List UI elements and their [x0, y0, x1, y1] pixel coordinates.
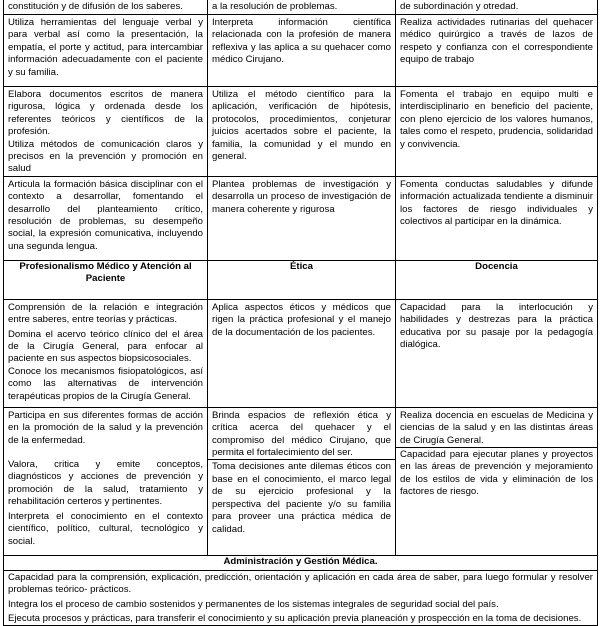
table-cell: [4, 407, 208, 555]
table-row: [4, 407, 598, 555]
admin-cell: [4, 570, 598, 626]
cell-paragraph: de subordinación y otredad.: [400, 1, 519, 12]
cell-paragraph: Capacidad para la interlocución y habilidades y destrezas para la práctica educativa por su pasaje por la pedagogía dialógica.: [400, 301, 593, 351]
header-profesionalismo: Profesionalismo Médico y Atención al Paciente: [4, 260, 208, 299]
cell-paragraph: Elabora documentos escritos de manera rigurosa, lógica y ordenada desde los referentes teóricos y científicos de la profesión.: [8, 89, 203, 138]
table-cell: [208, 407, 396, 555]
cell-paragraph: Participa en sus diferentes formas de acción en la promoción de la salud y la prevención de la enfermedad.: [8, 409, 203, 446]
cell-paragraph: Comprensión de la relación e integración entre saberes, entre teorías y prácticas.: [8, 301, 203, 326]
table-cell: [4, 0, 208, 15]
cell-paragraph: Toma decisiones ante dilemas éticos con base en el conocimiento, el marco legal de su ejercicio profesional y la perspectiva del paciente y/o su familia para proveer una práctica médica de calidad.: [212, 461, 391, 535]
table-cell: [4, 15, 208, 87]
cell-paragraph: Conoce los mecanismos fisiopatológicos, así como las alternativas de intervención terapéuticas propios de la Cirugía General.: [8, 365, 203, 402]
cell-paragraph: Interpreta información científica relacionada con la profesión de manera reflexiva y las aplica a su quehacer como médico Cirujano.: [212, 17, 391, 66]
cell-paragraph: Fomenta conductas saludables y difunde información actualizada tendiente a disminuir los factores de riesgo individuales y colectivos al participar en la dinámica.: [400, 178, 593, 228]
table-cell: [208, 299, 396, 407]
table-row: [4, 299, 598, 407]
cell-paragraph: Realiza docencia en escuelas de Medicina y ciencias de la salud y en las distintas áreas de Cirugía General.: [400, 409, 593, 446]
cell-paragraph: Aplica aspectos éticos y médicos que rigen la práctica profesional y el manejo de la documentación de los pacientes.: [212, 301, 391, 338]
table-row: [4, 176, 598, 260]
cell-paragraph: Valora, critica y emite conceptos, diagnósticos y acciones de prevención y promoción de la salud, tratamiento y rehabilitación certeros y pertinentes.: [8, 459, 203, 508]
cell-paragraph: Articula la formación básica disciplinar con el contexto a desarrollar, fomentando el desarrollo del planteamiento crítico, resolución de problemas, su desempeño social, la expresión comunicativa, incluyendo una segunda lengua.: [8, 178, 203, 252]
admin-item: Capacidad para la comprensión, explicación, predicción, orientación y aplicación en cada área de saber, para luego formular y resolver problemas teórico- prácticos.: [8, 571, 593, 596]
cell-paragraph: Brinda espacios de reflexión ética y crítica acerca del quehacer y el compromiso del médico Cirujano, que permita el fortalecimiento del ser.: [212, 409, 391, 459]
admin-content-row: [4, 570, 598, 626]
cell-paragraph: Domina el acervo teórico clínico del el área de la Cirugía General, para enfocar al paciente en sus aspectos biopsicosociales.: [8, 328, 203, 365]
admin-title: Administración y Gestión Médica.: [4, 555, 598, 570]
cell-paragraph: Utiliza herramientas del lenguaje verbal y para verbal así como la presentación, la empatía, el porte y actitud, para intercambiar información adecuadamente con el paciente y su familia.: [8, 17, 203, 78]
section-header-row: [4, 260, 598, 299]
table-cell: [396, 176, 598, 260]
competencies-table: [3, 0, 598, 626]
table-cell: [396, 15, 598, 87]
table-cell: [396, 407, 598, 555]
cell-paragraph: Realiza actividades rutinarias del quehacer médico quirúrgico a través de lazos de respeto y confianza con el correspondiente equipo de trabajo: [400, 17, 593, 66]
table-cell: [4, 176, 208, 260]
cell-paragraph: Plantea problemas de investigación y desarrolla un proceso de investigación de manera coherente y rigurosa: [212, 178, 391, 215]
cell-paragraph: Utiliza el método científico para la aplicación, verificación de hipótesis, protocolos, procedimientos, conjeturar juicios acertados sobre el paciente, la familia, la comunidad y el mundo en general.: [212, 89, 391, 163]
cell-paragraph: Utiliza métodos de comunicación claros y precisos en la prevención y promoción en salud: [8, 138, 203, 175]
table-cell: [208, 15, 396, 87]
cell-paragraph: constitución y de difusión de los saberes.: [8, 1, 183, 12]
cell-paragraph: a la resolución de problemas.: [212, 1, 338, 12]
table-cell: [396, 87, 598, 177]
table-cell: [4, 299, 208, 407]
table-cell: [208, 176, 396, 260]
table-row: [4, 15, 598, 87]
cell-paragraph: Interpreta el conocimiento en el contexto científico, político, cultural, tecnológico y social.: [8, 510, 203, 547]
table-cell: [396, 0, 598, 15]
cell-paragraph: Capacidad para ejecutar planes y proyectos en las áreas de prevención y mejoramiento de los estilos de vida y eliminación de los factores de riesgo.: [400, 449, 593, 498]
table-cell: [208, 0, 396, 15]
header-etica: Ética: [208, 260, 396, 299]
table-row: [4, 0, 598, 15]
table-cell: [4, 87, 208, 177]
cell-paragraph: Fomenta el trabajo en equipo multi e interdisciplinario en beneficio del paciente, con pleno ejercicio de los valores humanos, tales como el respeto, prudencia, solidaridad y convivencia.: [400, 89, 593, 150]
admin-item: Ejecuta procesos y prácticas, para transferir el conocimiento y su aplicación previa planeación y prospección en la toma de decisiones.: [8, 613, 582, 625]
table-cell: [396, 299, 598, 407]
table-row: [4, 87, 598, 177]
admin-header-row: [4, 555, 598, 570]
header-docencia: Docencia: [396, 260, 598, 299]
table-cell: [208, 87, 396, 177]
admin-item: Integra los el proceso de cambio sostenidos y permanentes de los sistemas integrales de seguridad social del país.: [8, 598, 499, 610]
